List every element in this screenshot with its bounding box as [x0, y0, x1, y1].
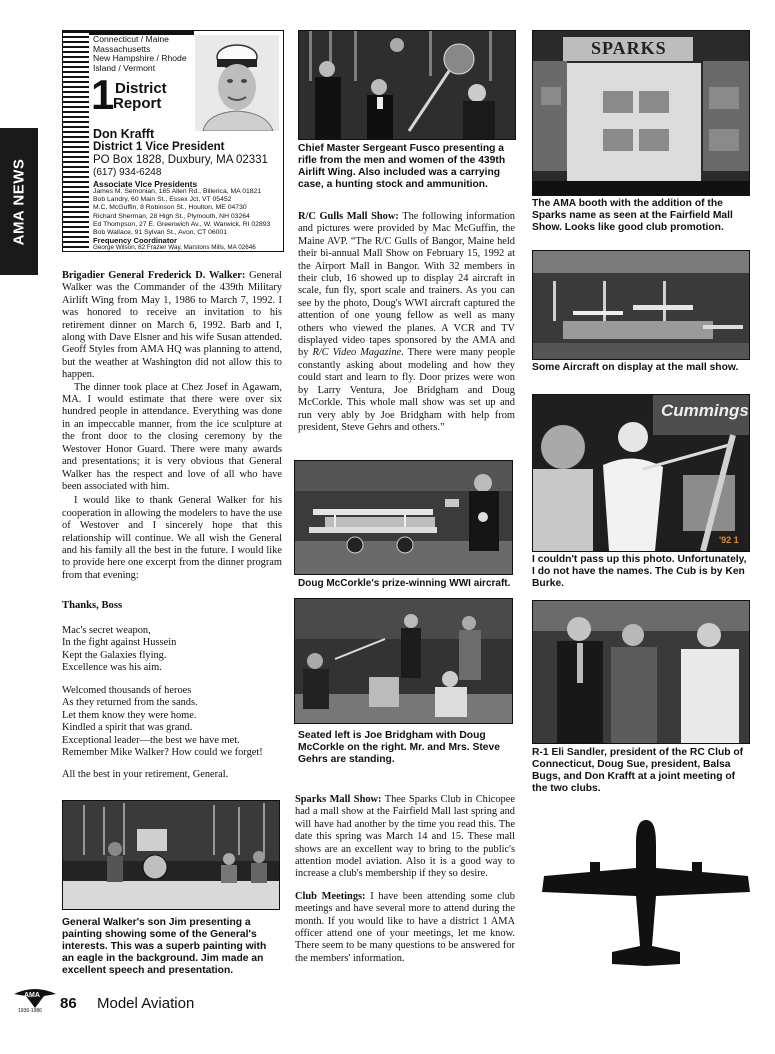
caption-display: Some Aircraft on display at the mall show.	[532, 362, 739, 373]
assoc-heading: Associate Vice Presidents	[93, 179, 198, 189]
district-number: 1	[91, 71, 115, 118]
caption-wwi: Doug McCorkle's prize-winning WWI aircraft.	[298, 578, 511, 589]
states-list: Connecticut / Maine Massachusetts New Hampshire / Rhode Island / Vermont	[93, 34, 187, 73]
ama-logo-years: 1936-1986	[18, 1008, 42, 1014]
caption-child: I couldn't pass up this photo. Unfortunately, I do not have the names. The Cub is by Ken Burke.	[532, 554, 747, 589]
photo-seated	[294, 598, 513, 724]
sparks-heading: Sparks Mall Show:	[295, 794, 382, 805]
store-sign: Cummings	[661, 401, 749, 420]
assoc-list: James M. Semonian, 165 Allen Rd., Billerica, MA 01821 Bob Landry, 60 Main St., Essex Jct, VT 05452 M.C. McGuffin, 8 Robinson St., Houlton, ME 04730 Richard Sherman, 28 High St., Plymouth, NH 03264 Ed Thompson, 27 E. Greenwich Av., W. Warwick, RI 02893 Bob Wallace, 91 Sylvan St., Avon, CT 06001	[93, 188, 271, 237]
photo-wwi-aircraft	[294, 460, 513, 575]
photo-child-cub	[532, 394, 750, 552]
gulls-article: R/C Gulls Mall Show: The following information and pictures were provided by Mac McGuffin, the Maine AVP. “The R/C Gulls of Bangor, Maine held their bi-annual Mall Show on February 15, 1992 at the Airport Mall in Bangor. With 32 members in their club, 16 showed up to display 24 aircraft in scale, fun fly, sport scale and trainers. As you can see by the photo, Doug's WWI aircraft captured the attention of one young fellow as well as many others who viewed the planes. A VCR and TV displayed video tapes sponsored by the AMA and by R/C Video Magazine. There were many people constantly asking about modeling and how they could start and learn to fly. Door prizes were won by Larry Ventura, Joe Bridgham and Doug McCorkle. This whole mall show was set up and run very ably by Joe Bridgham with help from president, Steve Gehrs and others.”	[298, 211, 515, 433]
caption-rifle: Chief Master Sergeant Fusco presenting a rifle from the men and women of the 439th Airlift Wing. Also included was a carrying case, a hunting stock and ammunition.	[298, 143, 506, 190]
poem-title: Thanks, Boss	[62, 600, 123, 611]
caption-painting: General Walker's son Jim presenting a painting showing some of the General's interests. This was a superb painting with an eagle in the background. Jim made an excellent speech and presentation.	[62, 917, 267, 976]
ama-logo	[14, 986, 56, 1016]
paragraph-3: I would like to thank General Walker for his cooperation in allowing the modelers to have the use of Westover and I sincerely hope that this relationship will continue. We all wish the General and his family all the best in the future. I would like to provide here one excerpt from the dinner program from that evening:	[62, 495, 282, 581]
aircraft-silhouette-icon	[540, 818, 752, 976]
district-header	[62, 30, 284, 252]
page-number: 86	[60, 995, 77, 1012]
meetings-heading: Club Meetings:	[295, 890, 366, 902]
vp-phone: (617) 934-6248	[93, 167, 162, 178]
freq-line: George Wilson, 82 Frazier Way, Marstons Mills, MA 02646	[93, 244, 256, 251]
column1-article: Brigadier General Frederick D. Walker: General Walker was the Commander of the 439th Military Airlift Wing from May 1, 1986 to March 7, 1992. I was honored to receive an invitation to his retirement dinner on March 6, 1992. Barb and I, along with Dave Elsner and his wife Susan attended. Geoff Styles from AMA HQ was planning to attend, but the weather at Washington did not allow this to happen. The dinner took place at Chez Josef in Agawam, MA. I would estimate that there were over six hundred people in attendance. Everything was done in an impeccable manner, from the ice sculpture at the front door to the closing ceremony by the Westover Honor Guard. There were many awards and presentations; it is very obvious that General Walker has the respect and love of all who have been associated with him. I would like to thank General Walker for his cooperation in allowing the modelers to have the use of Westover and I sincerely hope that this relationship will continue. We all wish the General and his family all the best in the future. I would like to provide here one excerpt from the dinner program from that evening:	[62, 270, 282, 581]
vp-portrait	[195, 35, 279, 131]
district-word: District	[115, 80, 167, 97]
report-word: Report	[113, 95, 162, 112]
poem-stanza-2: Welcomed thousands of heroes As they returned from the sands. Let them know they were home. Kindled a spirit that was grand. Exceptional leader—the best we have met. Remember Mike Walker? How could we forget!	[62, 685, 263, 759]
poem-stanza-1: Mac's secret weapon, In the fight against Hussein Kept the Galaxies flying. Excellence was his aim.	[62, 625, 177, 674]
magazine-name: Model Aviation	[97, 995, 195, 1012]
photo-rifle-presentation	[298, 30, 516, 140]
freq-heading: Frequency Coordinator	[93, 236, 177, 245]
booth-sign: SPARKS	[591, 38, 667, 58]
photo-club-meeting	[532, 600, 750, 744]
caption-meeting: R-1 Eli Sandler, president of the RC Club of Connecticut, Doug Sue, president, Balsa Bugs, and Don Krafft at a joint meeting of the two clubs.	[532, 747, 744, 794]
header-stripes	[63, 31, 89, 251]
photo-ama-booth	[532, 30, 750, 196]
gulls-heading: R/C Gulls Mall Show:	[298, 211, 399, 222]
side-tab-label: AMA NEWS	[10, 158, 28, 246]
photo-date-stamp: '92 1	[719, 535, 739, 545]
paragraph-2: The dinner took place at Chez Josef in Agawam, MA. I would estimate that there were over six hundred people in attendance. Everything was done in an impeccable manner, from the ice sculpture at the front door to the closing ceremony by the Westover Honor Guard. There were many awards and presentations; it is very obvious that General Walker has the respect and love of all who have been associated with him.	[62, 381, 282, 492]
vp-title: District 1 Vice President	[93, 141, 225, 153]
ama-logo-text: AMA	[24, 992, 40, 999]
vp-address: PO Box 1828, Duxbury, MA 02331	[93, 154, 268, 166]
sparks-article: Sparks Mall Show: Thee Sparks Club in Chicopee had a mall show at the Fairfield Mall last spring and will have had another by the time you read this. The date this spring was March 14 and 15. These mall shows are an excellent way to bring to the public's attention model aviation. Also it is a good way to increase a club's membership if they so desire. Club Meetings: I have been attending some club meetings and have several more to attend during the month. If you would like to have a district 1 AMA officer attend one of your meetings, let me know. There seem to be many questions to be answered for the members' information.	[295, 794, 515, 964]
vp-name: Don Krafft	[93, 127, 155, 141]
photo-painting-presentation	[62, 800, 280, 910]
caption-booth: The AMA booth with the addition of the Sparks name as seen at the Fairfield Mall Show. Looks like good club promotion.	[532, 198, 733, 233]
side-tab	[0, 128, 38, 275]
walker-heading: Brigadier General Frederick D. Walker:	[62, 270, 246, 281]
closing-line: All the best in your retirement, General.	[62, 769, 229, 780]
photo-mall-display	[532, 250, 750, 360]
caption-seated: Seated left is Joe Bridgham with Doug McCorkle on the right. Mr. and Mrs. Steve Gehrs are standing.	[298, 730, 500, 765]
